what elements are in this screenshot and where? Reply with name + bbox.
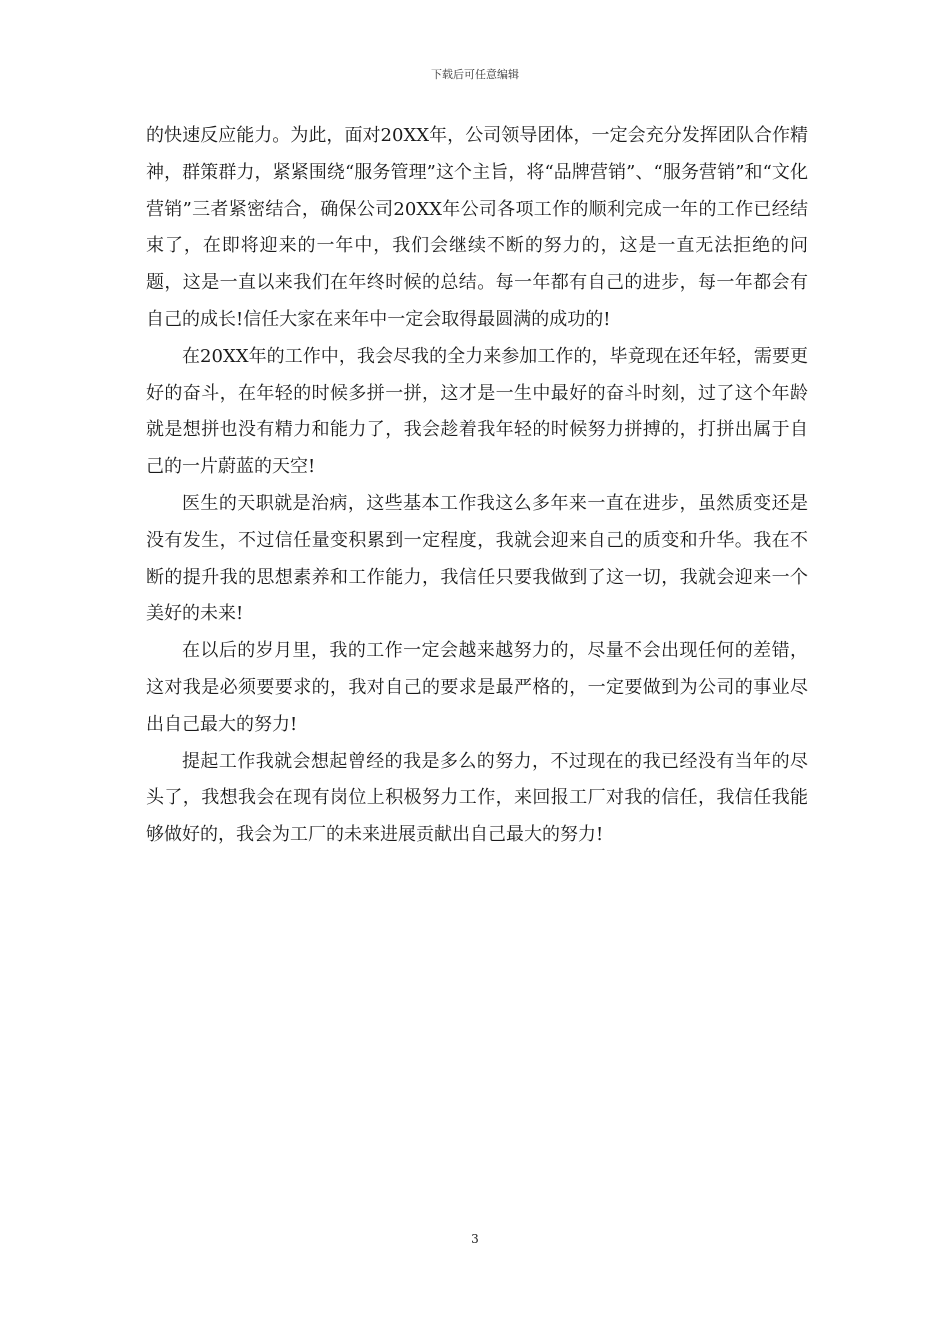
paragraph-2: 在20XX年的工作中，我会尽我的全力来参加工作的，毕竟现在还年轻，需要更好的奋斗，在年轻的时候多拼一拼，这才是一生中最好的奋斗时刻，过了这个年龄就是想拼也没有精力和能力了，我会趁着我年轻的时候努力拼搏的，打拼出属于自己的一片蔚蓝的天空! xyxy=(146,345,808,478)
paragraph-1: 的快速反应能力。为此，面对20XX年，公司领导团体，一定会充分发挥团队合作精神，群策群力，紧紧围绕“服务管理”这个主旨，将“品牌营销”、“服务营销”和“文化营销”三者紧密结合，确保公司20XX年公司各项工作的顺利完成一年的工作已经结束了，在即将迎来的一年中，我们会继续不断的努力的，这是一直无法拒绝的问题，这是一直以来我们在年终时候的总结。每一年都有自己的进步，每一年都会有自己的成长!信任大家在来年中一定会取得最圆满的成功的! xyxy=(146,125,808,330)
document-body xyxy=(146,118,808,854)
paragraph-5: 提起工作我就会想起曾经的我是多么的努力，不过现在的我已经没有当年的尽头了，我想我会在现有岗位上积极努力工作，来回报工厂对我的信任，我信任我能够做好的，我会为工厂的未来进展贡献出自己最大的努力! xyxy=(146,750,808,846)
paragraph-4: 在以后的岁月里，我的工作一定会越来越努力的，尽量不会出现任何的差错，这对我是必须要要求的，我对自己的要求是最严格的，一定要做到为公司的事业尽出自己最大的努力! xyxy=(146,640,808,735)
page-number: 3 xyxy=(471,1232,479,1246)
page-header: 下载后可任意编辑 xyxy=(431,68,519,81)
paragraph-3: 医生的天职就是治病，这些基本工作我这么多年来一直在进步，虽然质变还是没有发生，不过信任量变积累到一定程度，我就会迎来自己的质变和升华。我在不断的提升我的思想素养和工作能力，我信任只要我做到了这一切，我就会迎来一个美好的未来! xyxy=(146,492,808,625)
